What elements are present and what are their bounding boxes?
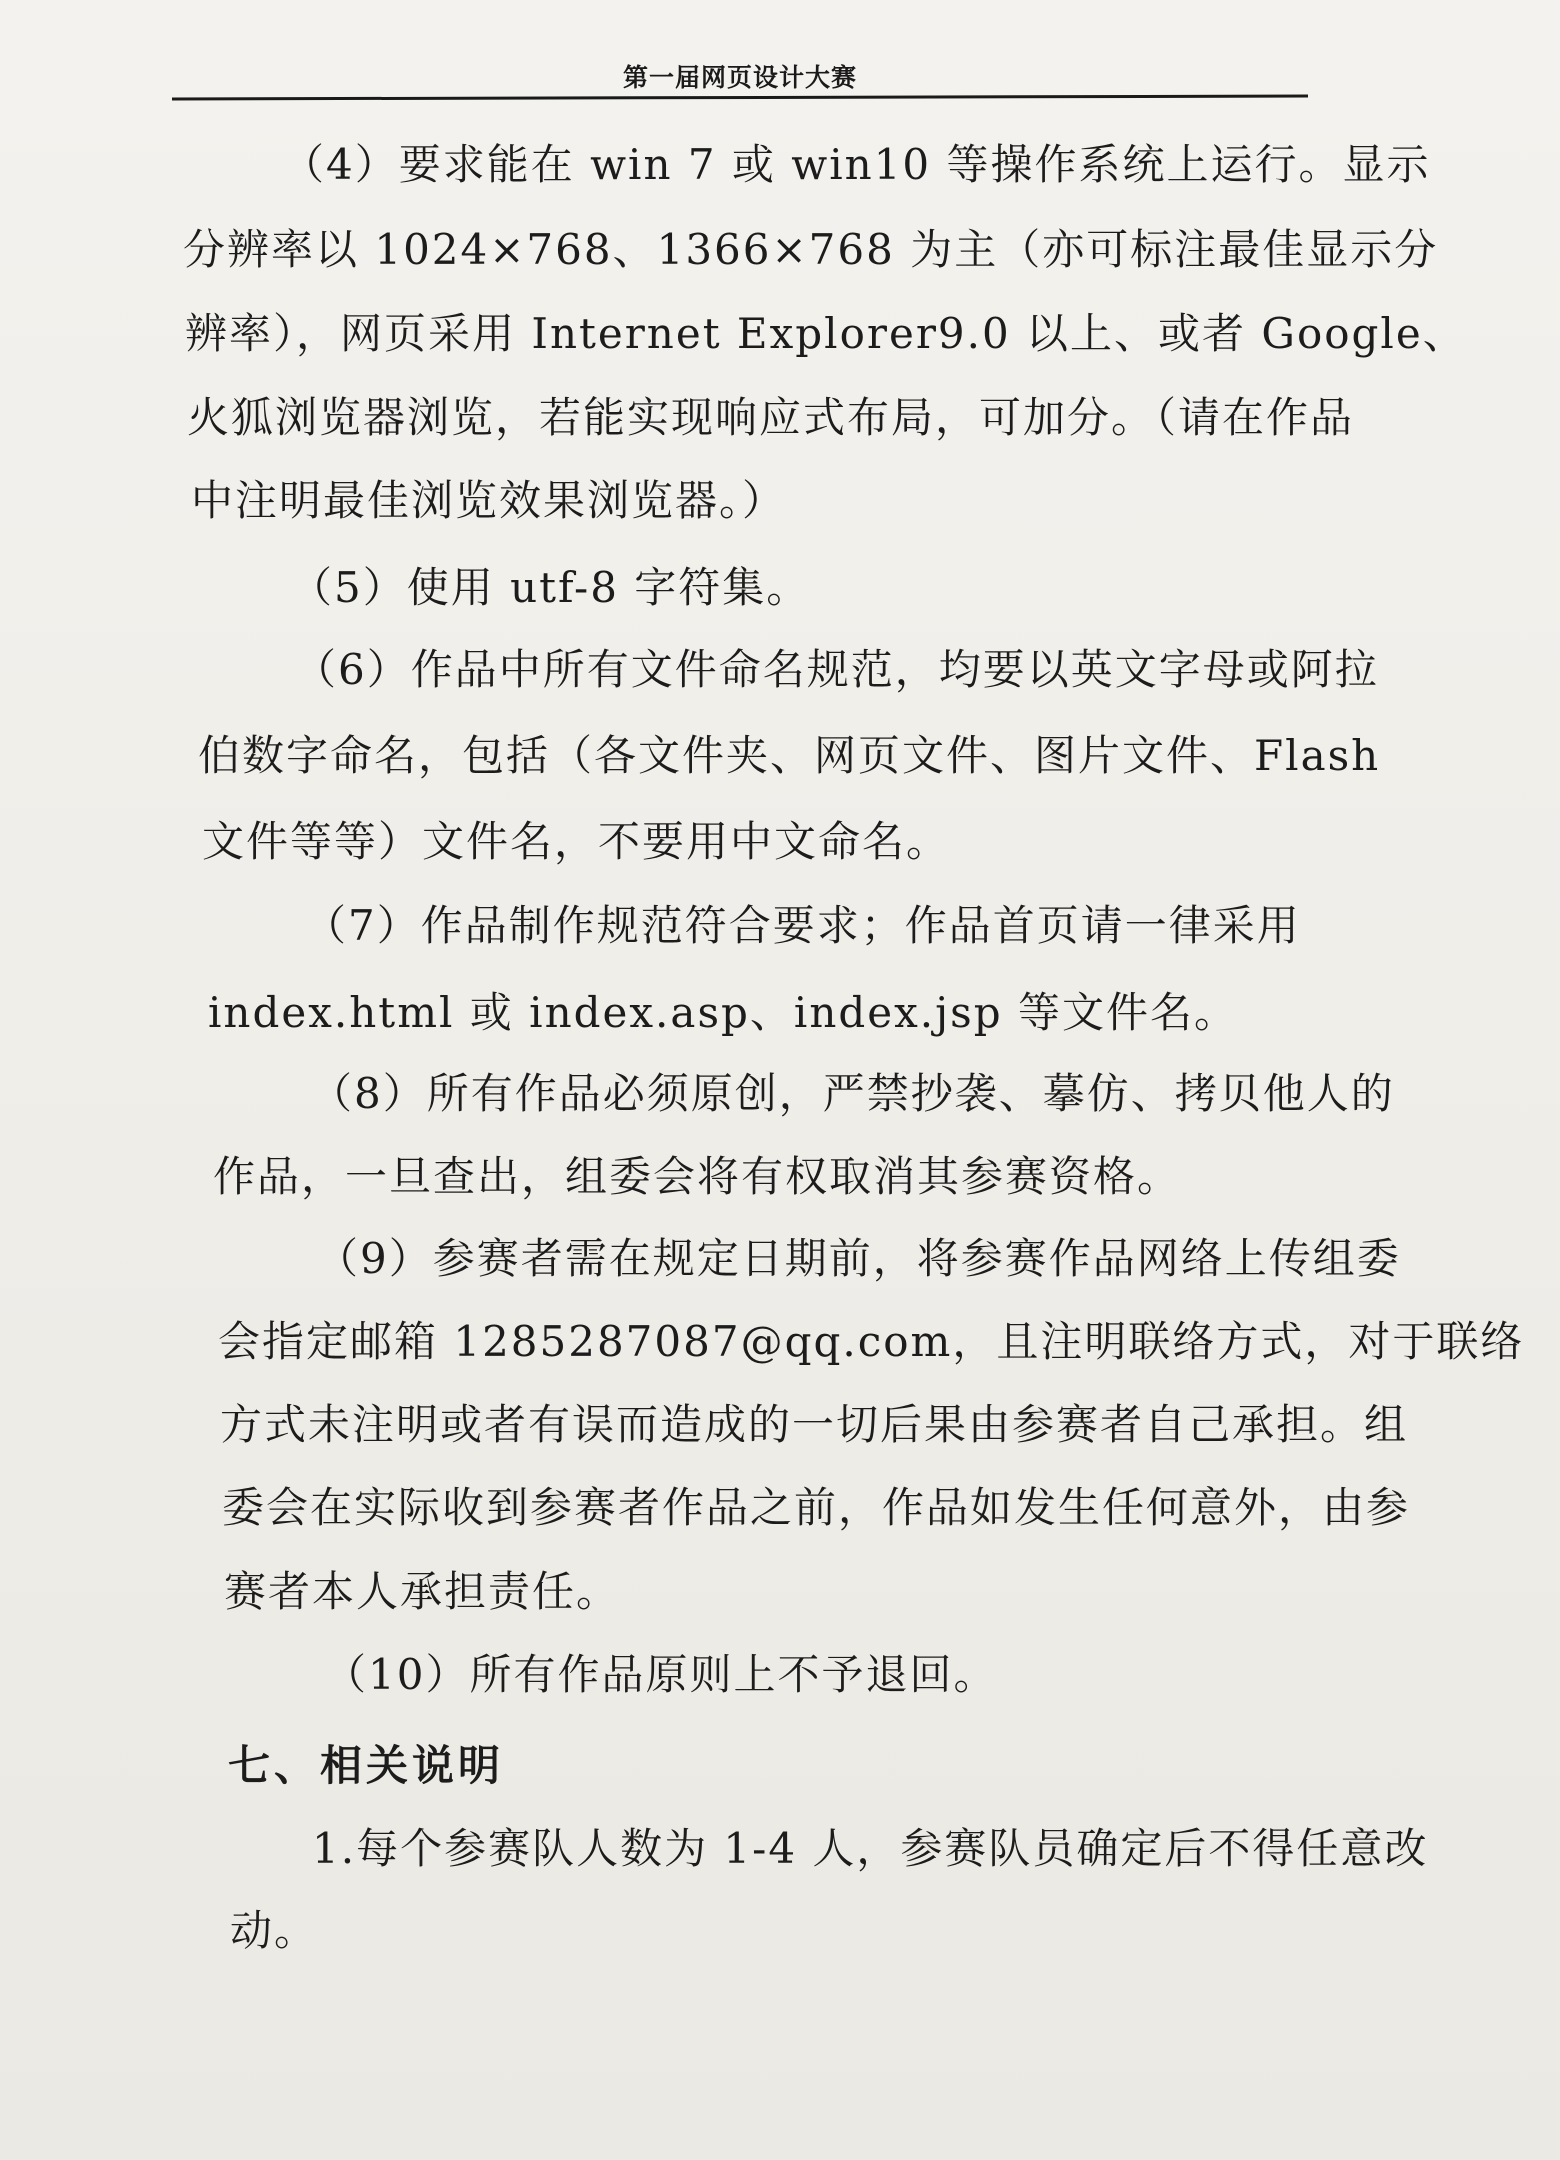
paragraph-line: 方式未注明或者有误而造成的一切后果由参赛者自己承担。组 xyxy=(220,1400,1409,1449)
paragraph-line: （10）所有作品原则上不予退回。 xyxy=(324,1650,998,1699)
section-heading: 七、相关说明 xyxy=(228,1741,505,1790)
paragraph-line: （9）参赛者需在规定日期前，将参赛作品网络上传组委 xyxy=(316,1234,1401,1283)
paragraph-line: 作品，一旦查出，组委会将有权取消其参赛资格。 xyxy=(213,1152,1182,1201)
header-divider xyxy=(172,95,1308,101)
paragraph-line: （4）要求能在 win 7 或 win10 等操作系统上运行。显示 xyxy=(282,140,1431,189)
page-header-title: 第一届网页设计大赛 xyxy=(622,63,857,92)
paragraph-line: 会指定邮箱 1285287087@qq.com，且注明联络方式，对于联络 xyxy=(218,1317,1525,1366)
paragraph-line: 文件等等）文件名，不要用中文命名。 xyxy=(202,817,951,866)
paragraph-line: 委会在实际收到参赛者作品之前，作品如发生任何意外，由参 xyxy=(222,1483,1411,1532)
paragraph-line: （6）作品中所有文件命名规范，均要以英文字母或阿拉 xyxy=(294,645,1379,694)
paragraph-line: （7）作品制作规范符合要求；作品首页请一律采用 xyxy=(304,901,1301,950)
paragraph-line: 伯数字命名，包括（各文件夹、网页文件、图片文件、Flash xyxy=(198,731,1381,780)
paragraph-line: 赛者本人承担责任。 xyxy=(224,1567,621,1616)
paragraph-line: 动。 xyxy=(230,1906,319,1955)
paragraph-line: index.html 或 index.asp、index.jsp 等文件名。 xyxy=(208,988,1238,1037)
paragraph-line: 中注明最佳浏览效果浏览器。） xyxy=(191,476,787,525)
paragraph-line: 辨率），网页采用 Internet Explorer9.0 以上、或者 Google、 xyxy=(185,309,1467,358)
paragraph-line: 火狐浏览器浏览，若能实现响应式布局，可加分。（请在作品 xyxy=(187,393,1355,442)
paragraph-line: 1.每个参赛队人数为 1-4 人，参赛队员确定后不得任意改 xyxy=(312,1824,1429,1873)
paragraph-line: （5）使用 utf-8 字符集。 xyxy=(290,563,811,612)
paragraph-line: （8）所有作品必须原创，严禁抄袭、摹仿、拷贝他人的 xyxy=(310,1069,1395,1118)
paragraph-line: 分辨率以 1024×768、1366×768 为主（亦可标注最佳显示分 xyxy=(183,225,1439,274)
